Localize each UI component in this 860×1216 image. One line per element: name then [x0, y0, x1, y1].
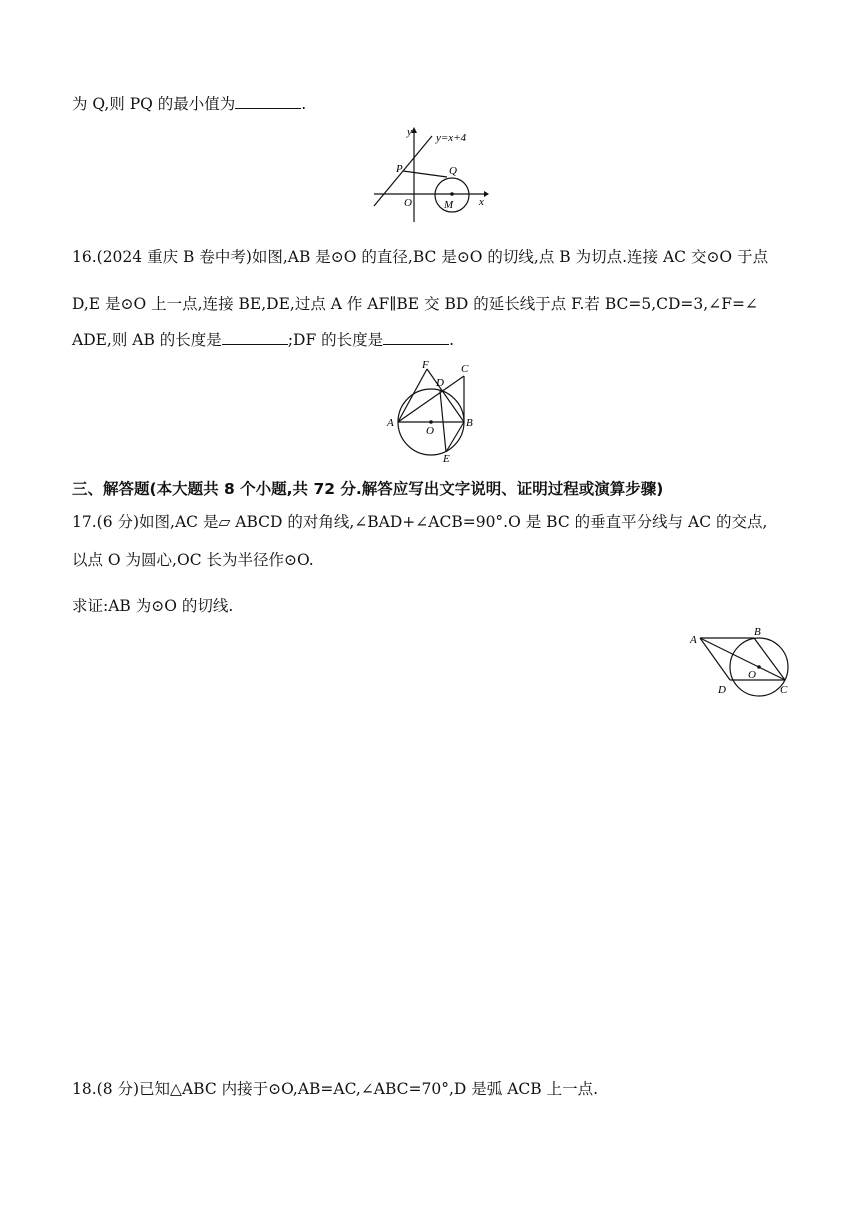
q16-line2: D,E 是⊙O 上一点,连接 BE,DE,过点 A 作 AF∥BE 交 BD 的延长线于点 F.若 BC=5,CD=3,∠F=∠: [72, 295, 758, 313]
q17-prove: 求证:AB 为⊙O 的切线.: [72, 597, 234, 615]
q16-answer-blank-df[interactable]: [383, 330, 449, 345]
q17-line1: 17.(6 分)如图,AC 是▱ ABCD 的对角线,∠BAD+∠ACB=90°.O 是 BC 的垂直平分线与 AC 的交点,: [72, 513, 768, 531]
q18-line1: 18.(8 分)已知△ABC 内接于⊙O,AB=AC,∠ABC=70°,D 是弧 ACB 上一点.: [72, 1080, 599, 1098]
q15-line-label: y=x+4: [436, 132, 467, 144]
q16-line1: 16.(2024 重庆 B 卷中考)如图,AB 是⊙O 的直径,BC 是⊙O 的切线,点 B 为切点.连接 AC 交⊙O 于点: [72, 248, 769, 266]
q17-line2: 以点 O 为圆心,OC 长为半径作⊙O.: [72, 551, 314, 569]
q15-m-label: M: [444, 199, 454, 211]
q17-a-label: A: [690, 634, 697, 646]
q16-f-label: F: [422, 359, 429, 371]
q17-b-label: B: [754, 626, 761, 638]
q16-text-line3: [72, 330, 454, 350]
q15-y-label: y: [407, 126, 412, 138]
q17-o-label: O: [748, 669, 756, 681]
q16-d-label: D: [436, 377, 444, 389]
q16-o-label: O: [426, 425, 434, 437]
q17-d-label: D: [718, 684, 726, 696]
q15-text: [72, 94, 306, 114]
q15-line1: 为 Q,则 PQ 的最小值为: [72, 95, 236, 113]
q16-answer-blank-ab[interactable]: [222, 330, 288, 345]
q16-line3a: ADE,则 AB 的长度是: [72, 331, 222, 349]
q15-end: .: [301, 95, 307, 113]
q15-answer-blank[interactable]: [235, 94, 301, 109]
q16-b-label: B: [466, 417, 473, 429]
q15-x-label: x: [479, 196, 484, 208]
q16-c-label: C: [461, 363, 469, 375]
q15-o-label: O: [404, 197, 412, 209]
q17-figure: [684, 622, 794, 698]
q16-a-label: A: [387, 417, 394, 429]
q16-figure: [380, 358, 480, 464]
q16-line3c: .: [449, 331, 455, 349]
q15-p-label: P: [396, 163, 403, 175]
section-heading: 三、解答题(本大题共 8 个小题,共 72 分.解答应写出文字说明、证明过程或演算步骤): [72, 480, 664, 498]
q16-line3b: ;DF 的长度是: [287, 331, 384, 349]
q16-e-label: E: [443, 453, 450, 464]
q17-c-label: C: [780, 684, 788, 696]
q15-q-label: Q: [449, 165, 457, 177]
q15-figure: [368, 124, 493, 226]
